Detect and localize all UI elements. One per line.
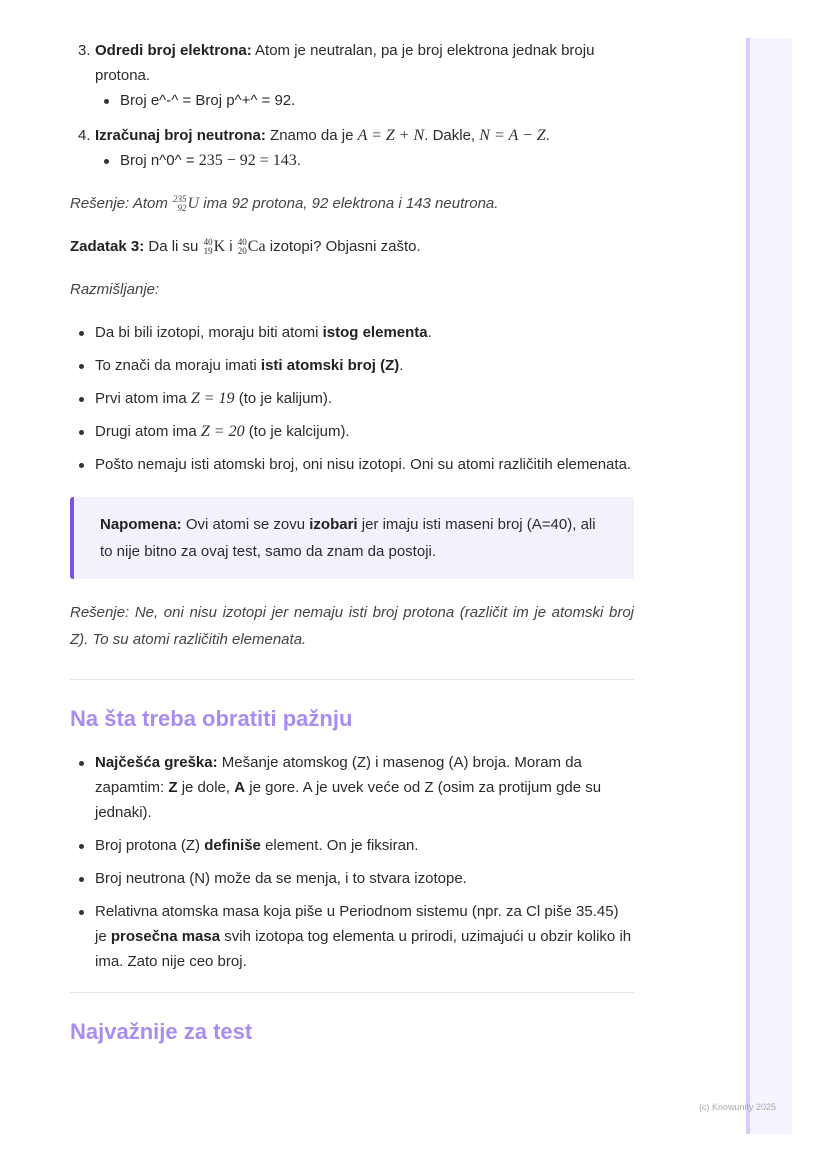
subitem-text: . [296,152,301,169]
step-sublist [95,88,634,113]
item-text: . [427,324,432,341]
mass-number: 40 [237,237,247,248]
step-text: Atom je neutralan, pa je broj elektrona jednak broju protona. [95,42,595,84]
section-heading: Najvažnije za test [70,1019,253,1044]
item-text: To znači da moraju imati [95,357,261,374]
list-item [70,353,634,378]
side-panel [746,38,792,1134]
element-symbol: K [213,238,226,255]
step-sublist [95,148,634,173]
attention-list [70,750,634,974]
isotope-notation [204,238,213,256]
step-text: . [545,127,550,144]
subitem-text: Broj n^0^ = [120,152,199,169]
solution-3: Rešenje: Ne, oni nisu izotopi jer nemaju isti broj protona (različit im je atomski broj Z). To su atomi različitih elemenata. [70,604,634,648]
solution-2 [70,191,634,216]
thinking-list [70,320,634,477]
note-bold: izobari [309,516,358,533]
item-bold: Z [168,779,178,796]
step-text: . Dakle, [424,127,480,144]
step-title: Izračunaj broj neutrona: [95,127,266,144]
list-item: Pošto nemaju isti atomski broj, oni nisu izotopi. Oni su atomi različitih elemenata. [70,452,634,477]
step-3 [70,38,634,113]
item-bold: isti atomski broj (Z) [260,357,400,374]
list-item [70,320,634,345]
mass-number: 235 [173,194,187,205]
solution-text: ima 92 protona, 92 elektrona i 143 neutrona. [199,195,499,212]
mass-number: 40 [203,237,213,248]
list-item [70,833,634,858]
isotope-notation [173,195,187,213]
item-text: Drugi atom ima [95,423,201,440]
element-symbol: Ca [247,238,266,255]
side-accent-line [746,38,750,1134]
task-text: i [225,238,237,255]
step-number: 4. [78,127,91,144]
item-text: Da bi bili izotopi, moraju biti atomi [95,324,323,341]
task-text: izotopi? Objasni zašto. [265,238,421,255]
divider [70,679,634,680]
item-text: Broj protona (Z) [95,837,205,854]
step-text: Znamo da je [265,127,358,144]
item-bold: A [234,779,246,796]
task-label: Zadatak 3: [70,238,145,255]
solution-text: Rešenje: Atom [70,195,172,212]
note-callout [70,497,634,579]
formula: A = Z + N [357,127,425,144]
section-heading: Na šta treba obratiti pažnju [70,706,353,731]
item-bold: prosečna masa [110,928,221,945]
item-text: Prvi atom ima [95,390,191,407]
divider [70,992,634,993]
item-text: Relativna atomska masa koja piše u Periodnom sistemu (npr. za Cl piše 35.45) je [95,903,619,945]
step-subitem: Broj e^-^ = Broj p^+^ = 92. [95,88,634,113]
formula: Z = 19 [190,390,235,407]
formula: N = A − Z [479,127,546,144]
solution-steps [70,38,634,173]
note-label: Napomena: [100,516,182,533]
item-bold: definiše [204,837,261,854]
note-text-part: Ovi atomi se zovu [181,516,310,533]
item-text: (to je kalcijum). [244,423,350,440]
task-text: Da li su [144,238,203,255]
item-text: svih izotopa tog elementa u prirodi, uzimajući u obzir koliko ih ima. Zato nije ceo broj. [95,928,632,970]
item-text: . [399,357,404,374]
atomic-number: 92 [177,203,187,214]
item-text: element. On je fiksiran. [260,837,419,854]
item-text: Mešanje atomskog (Z) i masenog (A) broja. Moram da zapamtim: [95,754,582,796]
list-item: Broj neutrona (N) može da se menja, i to stvara izotope. [70,866,634,891]
task-3 [70,234,634,259]
formula: 235 − 92 = 143 [198,152,297,169]
atomic-number: 19 [203,246,213,257]
note-text [100,511,608,565]
list-item [70,750,634,825]
formula: Z = 20 [200,423,245,440]
list-item [70,899,634,974]
item-bold: istog elementa [322,324,428,341]
item-text: je gore. A je uvek veće od Z (osim za protijum gde su jednaki). [95,779,602,821]
isotope-notation [238,238,247,256]
copyright-footer: (c) Knowunity 2025 [698,1102,776,1112]
step-number: 3. [78,42,91,59]
document-content [70,38,634,1047]
list-item [70,386,634,411]
step-subitem [95,148,634,173]
thinking-label: Razmišljanje: [70,281,160,298]
item-bold: Najčešća greška: [95,754,218,771]
item-text: je dole, [177,779,235,796]
step-4 [70,123,634,173]
atomic-number: 20 [237,246,247,257]
item-text: (to je kalijum). [234,390,333,407]
element-symbol: U [187,195,200,212]
note-text-part: jer imaju isti maseni broj (A=40), ali to nije bitno za ovaj test, samo da znam da postoji. [100,516,596,560]
list-item [70,419,634,444]
step-title: Odredi broj elektrona: [95,42,252,59]
